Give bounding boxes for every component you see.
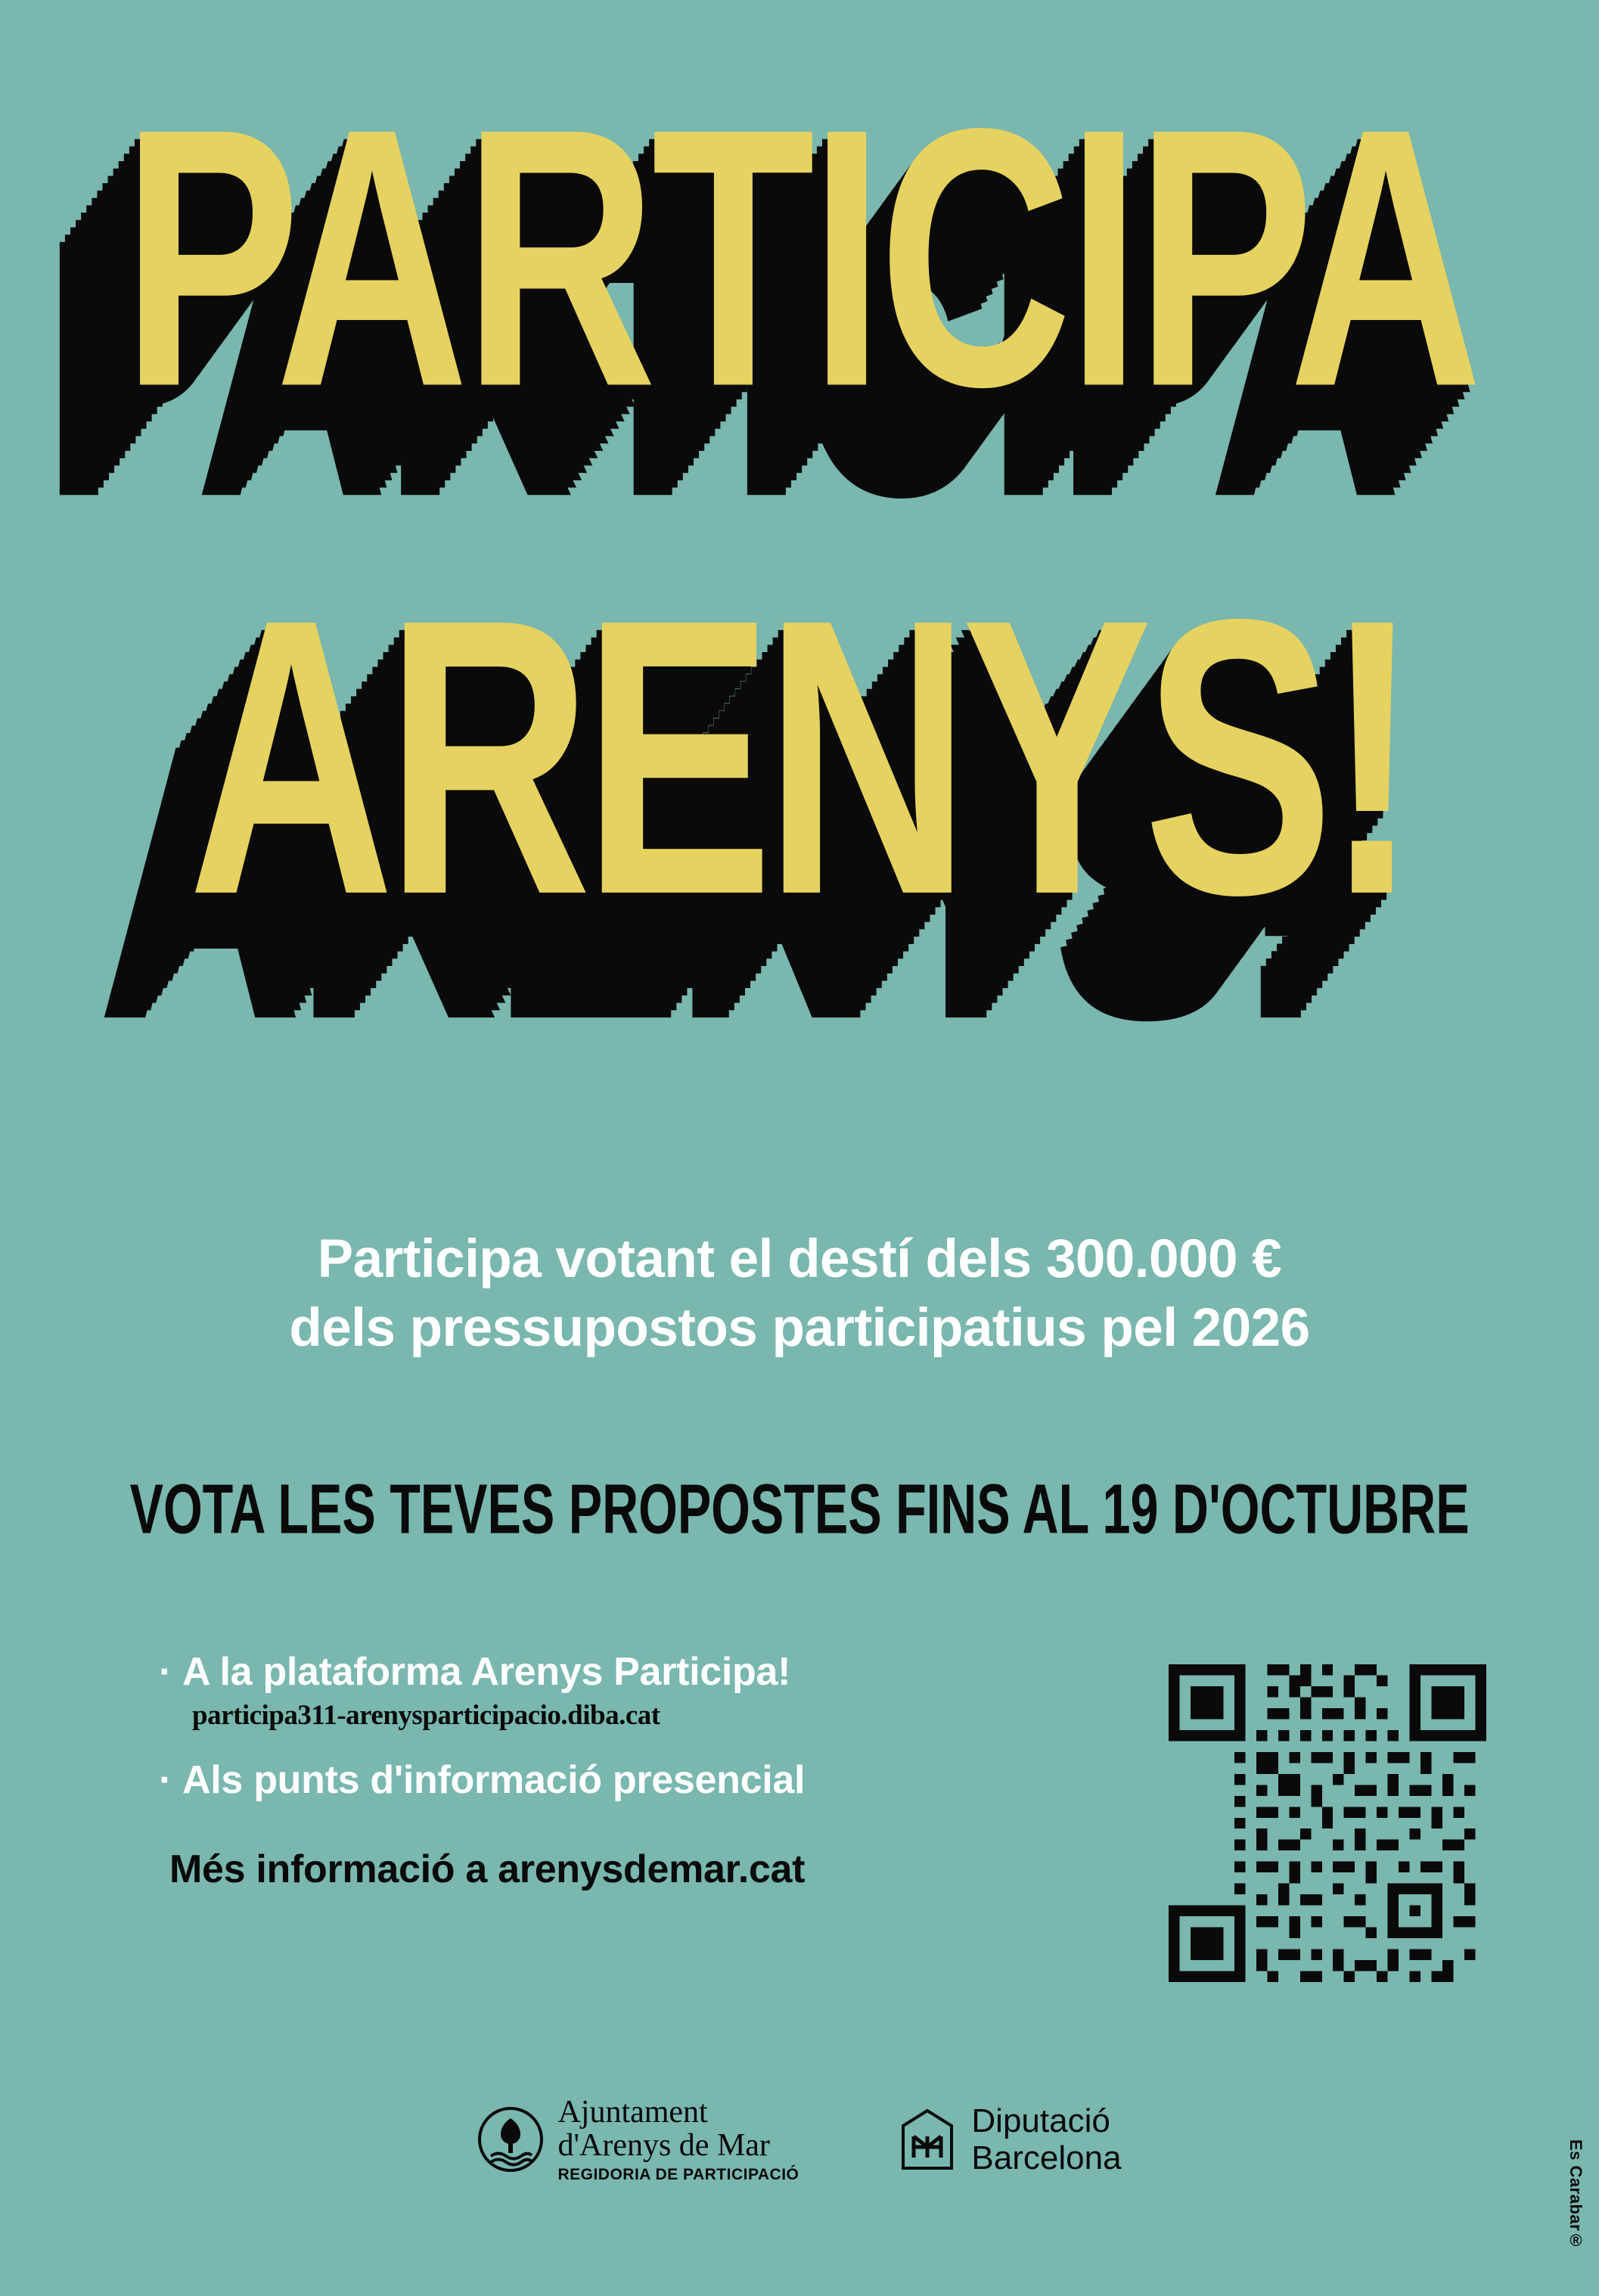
call-to-action [0, 1470, 1599, 1549]
logo-diputacio-line2: Barcelona [971, 2139, 1122, 2177]
call-to-action-text: VOTA LES TEVES PROPOSTES FINS AL 19 D'OCTUBRE [129, 1470, 1470, 1549]
logo-ajuntament-line3: REGIDORIA DE PARTICIPACIÓ [557, 2166, 800, 2184]
logo-ajuntament-text [557, 2096, 799, 2183]
more-info-text[interactable]: Més informació a arenysdemar.cat [169, 1847, 806, 1891]
bullet-item-platform-label: A la plataforma Arenys Participa! [182, 1650, 791, 1694]
headline-block [0, 51, 1599, 1188]
logo-diputacio-barcelona [897, 2102, 1121, 2177]
logo-ajuntament-line2: d'Arenys de Mar [557, 2128, 770, 2164]
platform-url[interactable]: participa311-arenysparticipacio.diba.cat [192, 1700, 660, 1731]
headline-line-1-text: PARTICIPA [122, 51, 1477, 464]
bullet-item-presencial-label: Als punts d'informació presencial [182, 1758, 806, 1802]
info-block [159, 1649, 1112, 1892]
headline-line-2-text: ARENYS! [188, 537, 1411, 976]
bullet-item-presencial [159, 1757, 1112, 1803]
bullet-item-platform [159, 1649, 1112, 1695]
subtitle [0, 1226, 1599, 1363]
logo-diputacio-text [971, 2102, 1121, 2177]
logo-ajuntament-line1: Ajuntament [557, 2095, 708, 2130]
logo-diputacio-line1: Diputació [971, 2102, 1110, 2139]
subtitle-line-2: dels pressupostos participatius pel 2026 [289, 1297, 1310, 1358]
qr-code[interactable] [1169, 1664, 1486, 1982]
credit-text: Es Carabar® [1566, 2139, 1585, 2251]
bullet-dot-icon: · [159, 1758, 172, 1802]
headline-line-1 [0, 51, 1599, 464]
subtitle-line-1: Participa votant el destí dels 300.000 € [317, 1229, 1282, 1289]
headline-line-2 [0, 537, 1599, 976]
diba-crest-icon [897, 2106, 958, 2173]
logo-ajuntament-arenys [477, 2096, 799, 2183]
tree-shield-icon [477, 2106, 544, 2173]
logos-row [0, 2096, 1599, 2183]
bullet-dot-icon: · [159, 1650, 172, 1694]
